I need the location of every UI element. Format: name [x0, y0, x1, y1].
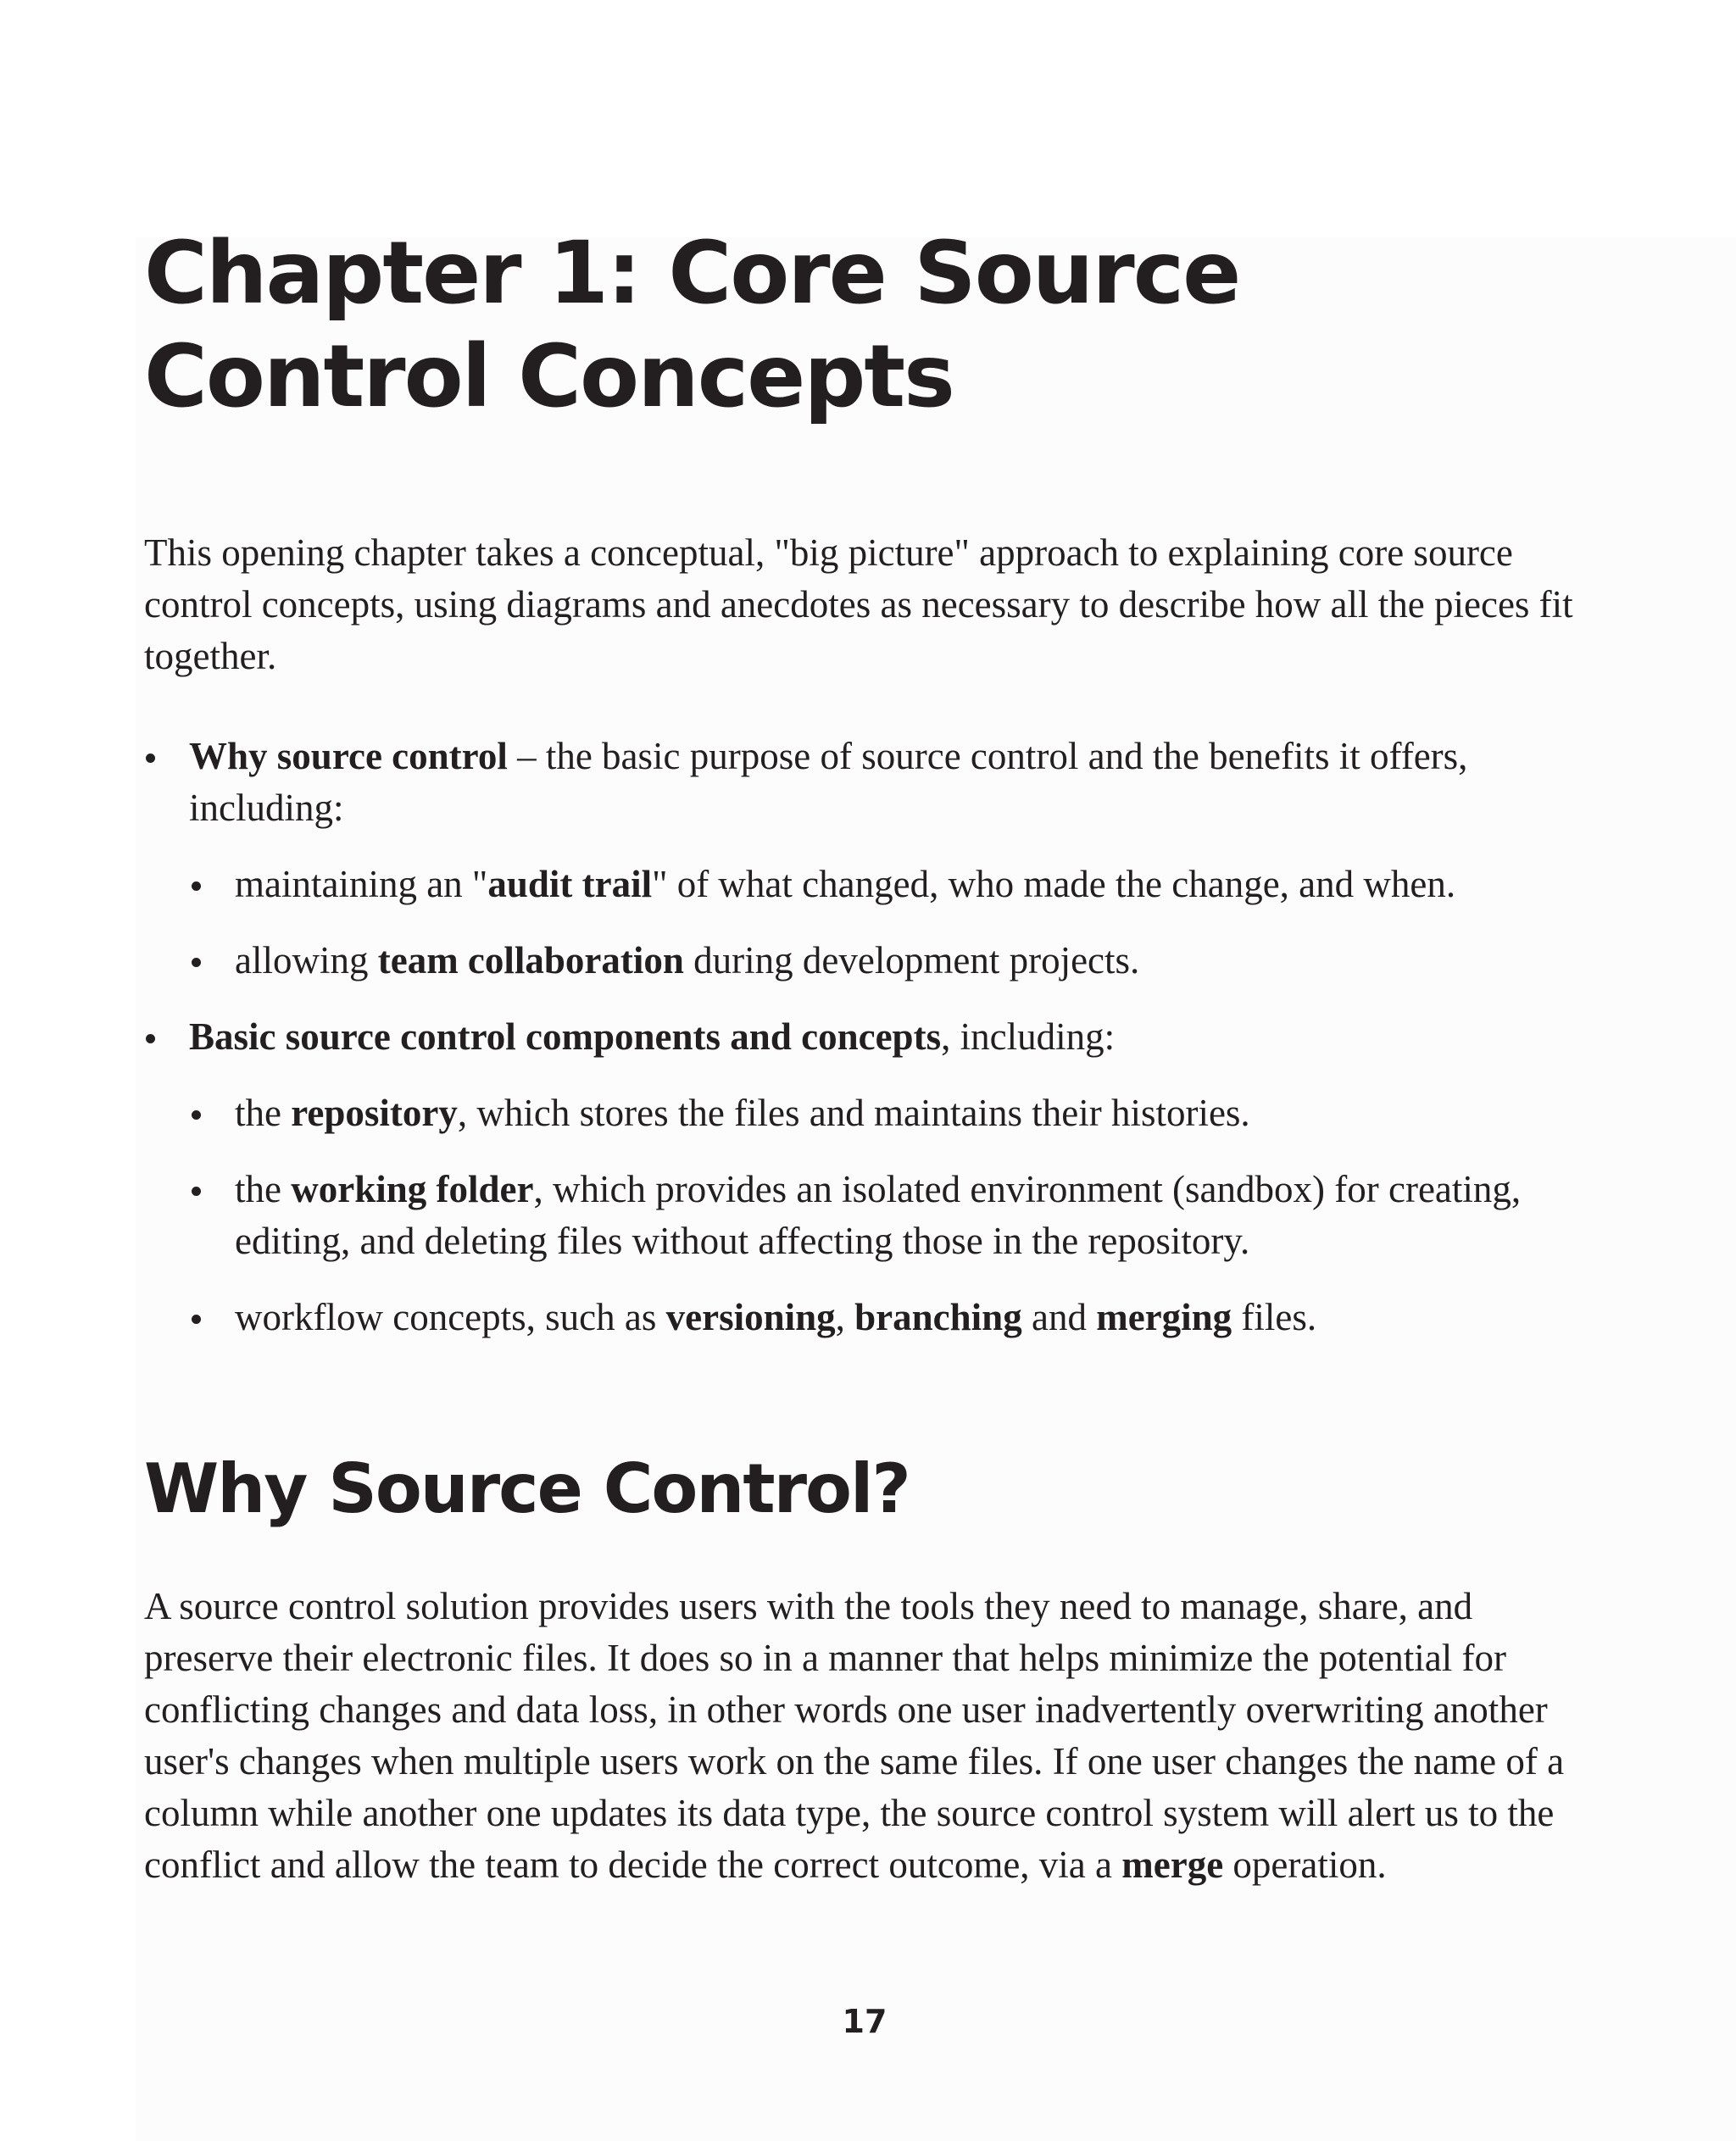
- list-item-text: during development projects.: [683, 939, 1140, 982]
- bold-term: repository: [291, 1092, 458, 1134]
- list-item-basic-components: [144, 1011, 1602, 1063]
- list-item-workflow: [144, 1292, 1602, 1343]
- list-item-text: the: [235, 1092, 292, 1134]
- page-number: 17: [842, 2003, 887, 2040]
- section-title: Why Source Control?: [144, 1449, 910, 1528]
- list-item-repository: [144, 1087, 1602, 1139]
- list-item-text: , which stores the files and maintains their histories.: [457, 1092, 1250, 1134]
- list-item-audit-trail: [144, 859, 1602, 910]
- bullet-icon: [192, 1187, 201, 1196]
- bold-term: audit trail: [487, 863, 653, 905]
- list-item-text: maintaining an ": [235, 863, 488, 905]
- chapter-title: Chapter 1: Core Source Control Concepts: [144, 223, 1240, 427]
- document-page: [144, 0, 1602, 2141]
- paragraph-text: operation.: [1223, 1843, 1387, 1886]
- bullet-icon: [192, 958, 201, 967]
- list-item-team-collaboration: [144, 935, 1602, 987]
- list-item-why-source-control: [144, 731, 1602, 834]
- bullet-icon: [192, 1315, 201, 1324]
- list-item-text: allowing: [235, 939, 378, 982]
- paragraph-text: A source control solution provides users with the tools they need to manage, share, and preserve their electronic files. It does so in a manner that helps minimize the potential for conflicting changes and data loss, in other words one user inadvertently overwriting another user's changes when multiple users work on the same files. If one user changes the name of a column while another one updates its data type, the source control system will alert us to the conflict and allow the team to decide the correct outcome, via a: [144, 1585, 1565, 1886]
- list-item-text: , including:: [941, 1015, 1116, 1058]
- bold-term: merging: [1096, 1296, 1232, 1338]
- bold-term: versioning: [665, 1296, 836, 1338]
- bold-term: branching: [854, 1296, 1022, 1338]
- list-item-text: the: [235, 1168, 292, 1210]
- bold-term: team collaboration: [377, 939, 684, 982]
- section-paragraph: [144, 1581, 1568, 1891]
- bullet-icon: [192, 881, 201, 891]
- intro-paragraph: This opening chapter takes a conceptual, "big picture" approach to explaining core source control concepts, using diagrams and anecdotes as necessary to describe how all the pieces fit together.: [144, 531, 1573, 677]
- bold-term: merge: [1121, 1843, 1224, 1886]
- list-item-text: ,: [835, 1296, 855, 1338]
- list-item-text: files.: [1232, 1296, 1317, 1338]
- list-item-text: – the basic purpose of source control and the benefits it offers, including:: [189, 735, 1468, 829]
- bold-term: Basic source control components and concepts: [189, 1015, 942, 1058]
- bullet-icon: [192, 1110, 201, 1120]
- list-item-text: workflow concepts, such as: [235, 1296, 666, 1338]
- bullet-icon: [146, 1034, 155, 1043]
- chapter-topics-list: [144, 731, 1602, 1368]
- list-item-working-folder: [144, 1164, 1602, 1267]
- bold-term: working folder: [291, 1168, 534, 1210]
- list-item-text: , which provides an isolated environment (sandbox) for creating, editing, and deleting files without affecting those in the repository.: [235, 1168, 1522, 1262]
- list-item-text: and: [1021, 1296, 1097, 1338]
- bullet-icon: [146, 754, 155, 763]
- list-item-text: " of what changed, who made the change, and when.: [652, 863, 1456, 905]
- bold-term: Why source control: [189, 735, 508, 777]
